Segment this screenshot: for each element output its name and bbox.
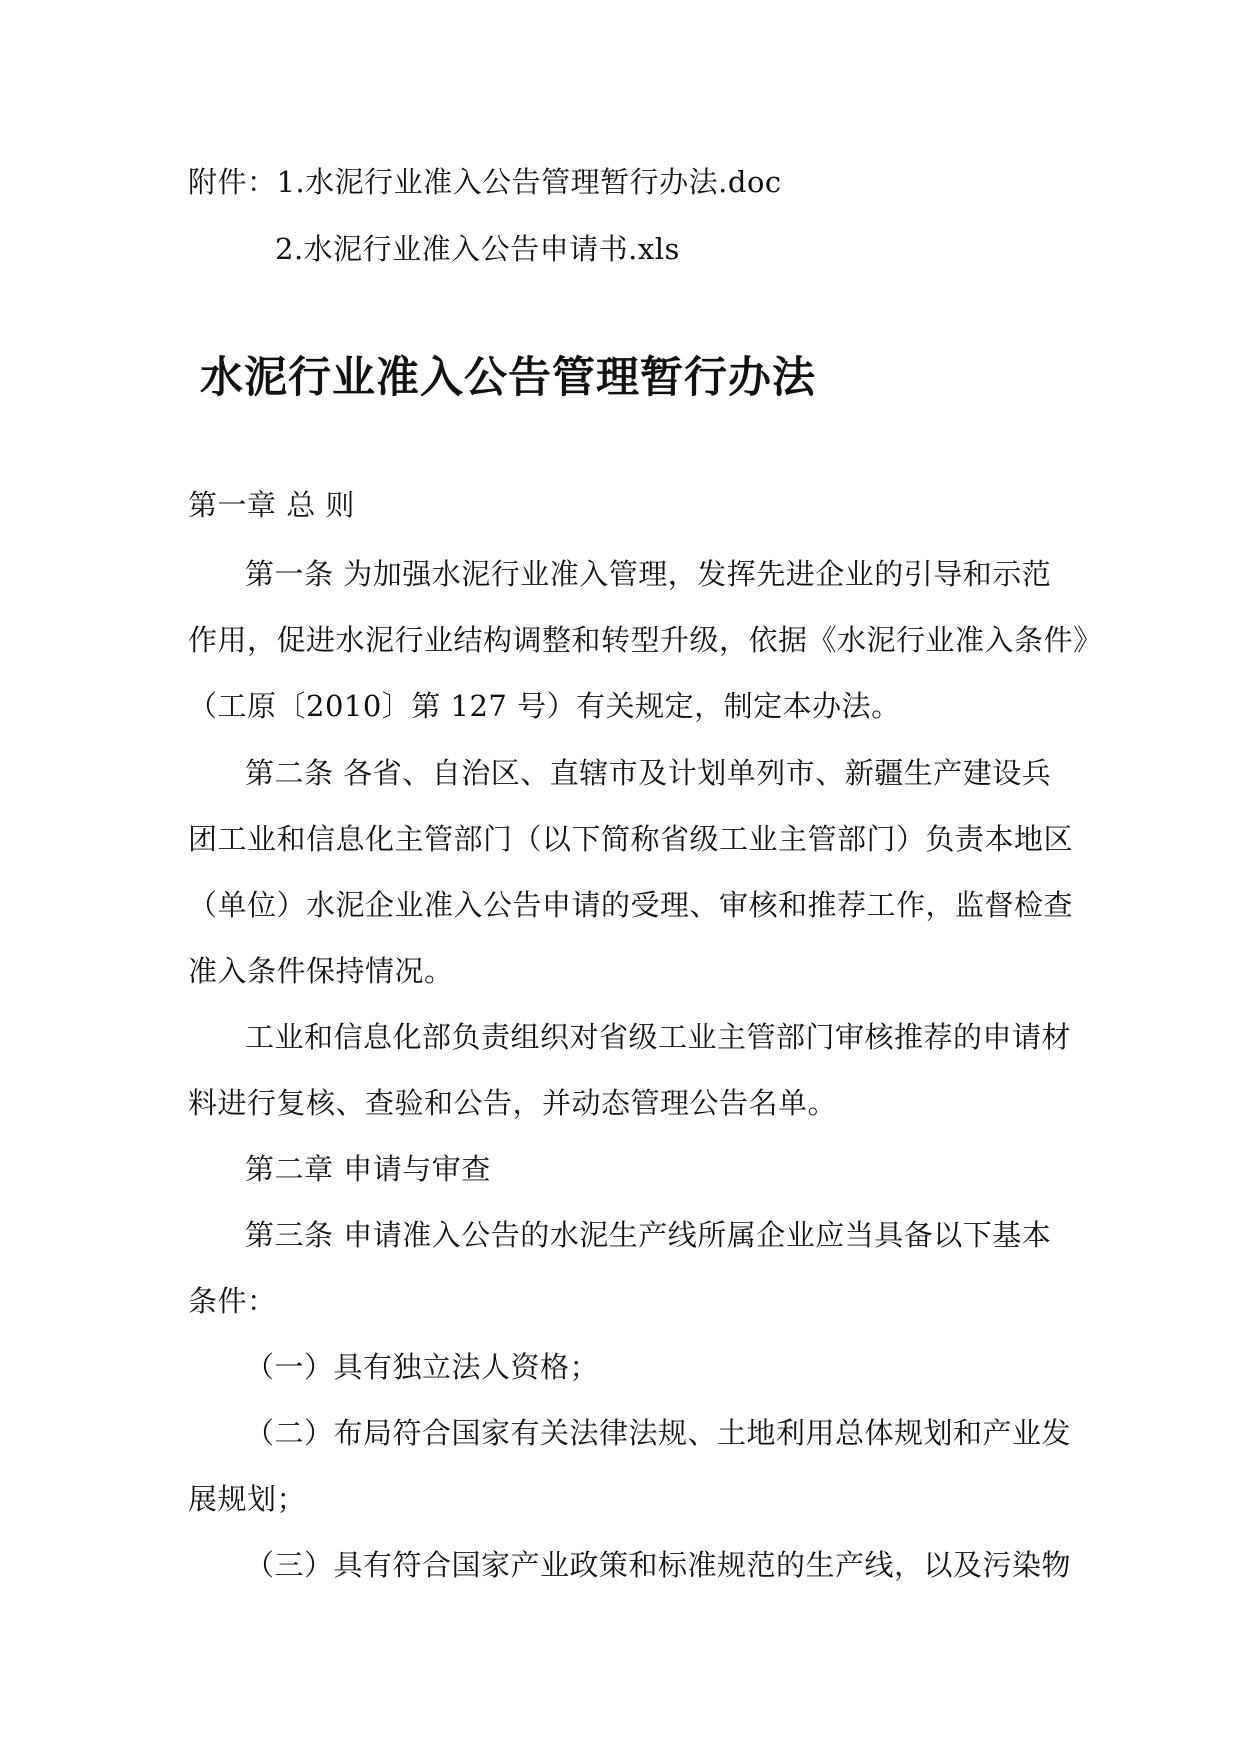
article-3-line-1: 第三条 申请准入公告的水泥生产线所属企业应当具备以下基本 <box>245 1218 1052 1252</box>
item-2-line-2: 展规划； <box>188 1482 307 1516</box>
chapter-2-heading: 第二章 申请与审查 <box>245 1152 491 1186</box>
article-2-para-2-line-1: 工业和信息化部负责组织对省级工业主管部门审核推荐的申请材 <box>245 1020 1072 1054</box>
item-3-line-1: （三）具有符合国家产业政策和标准规范的生产线，以及污染物 <box>245 1548 1072 1582</box>
article-2-line-1: 第二条 各省、自治区、直辖市及计划单列市、新疆生产建设兵 <box>245 756 1052 790</box>
article-2-para-2-line-2: 料进行复核、查验和公告，并动态管理公告名单。 <box>188 1086 838 1120</box>
chapter-1-heading: 第一章 总 则 <box>188 488 355 522</box>
article-1-line-3: （工原〔2010〕第 127 号）有关规定，制定本办法。 <box>188 689 901 723</box>
attachment-line-2: 2.水泥行业准入公告申请书.xls <box>275 232 680 266</box>
document-title: 水泥行业准入公告管理暂行办法 <box>200 353 816 403</box>
article-2-line-3: （单位）水泥企业准入公告申请的受理、审核和推荐工作，监督检查 <box>188 888 1074 922</box>
item-2-line-1: （二）布局符合国家有关法律法规、土地利用总体规划和产业发 <box>245 1416 1072 1450</box>
article-2-line-2: 团工业和信息化主管部门（以下简称省级工业主管部门）负责本地区 <box>188 822 1074 856</box>
article-2-line-4: 准入条件保持情况。 <box>188 954 454 988</box>
attachment-line-1: 附件：1.水泥行业准入公告管理暂行办法.doc <box>188 165 782 199</box>
article-1-line-2: 作用，促进水泥行业结构调整和转型升级，依据《水泥行业准入条件》 <box>188 623 1103 657</box>
item-1: （一）具有独立法人资格； <box>245 1350 600 1384</box>
article-3-line-2: 条件： <box>188 1284 277 1318</box>
article-1-line-1: 第一条 为加强水泥行业准入管理，发挥先进企业的引导和示范 <box>245 557 1052 591</box>
